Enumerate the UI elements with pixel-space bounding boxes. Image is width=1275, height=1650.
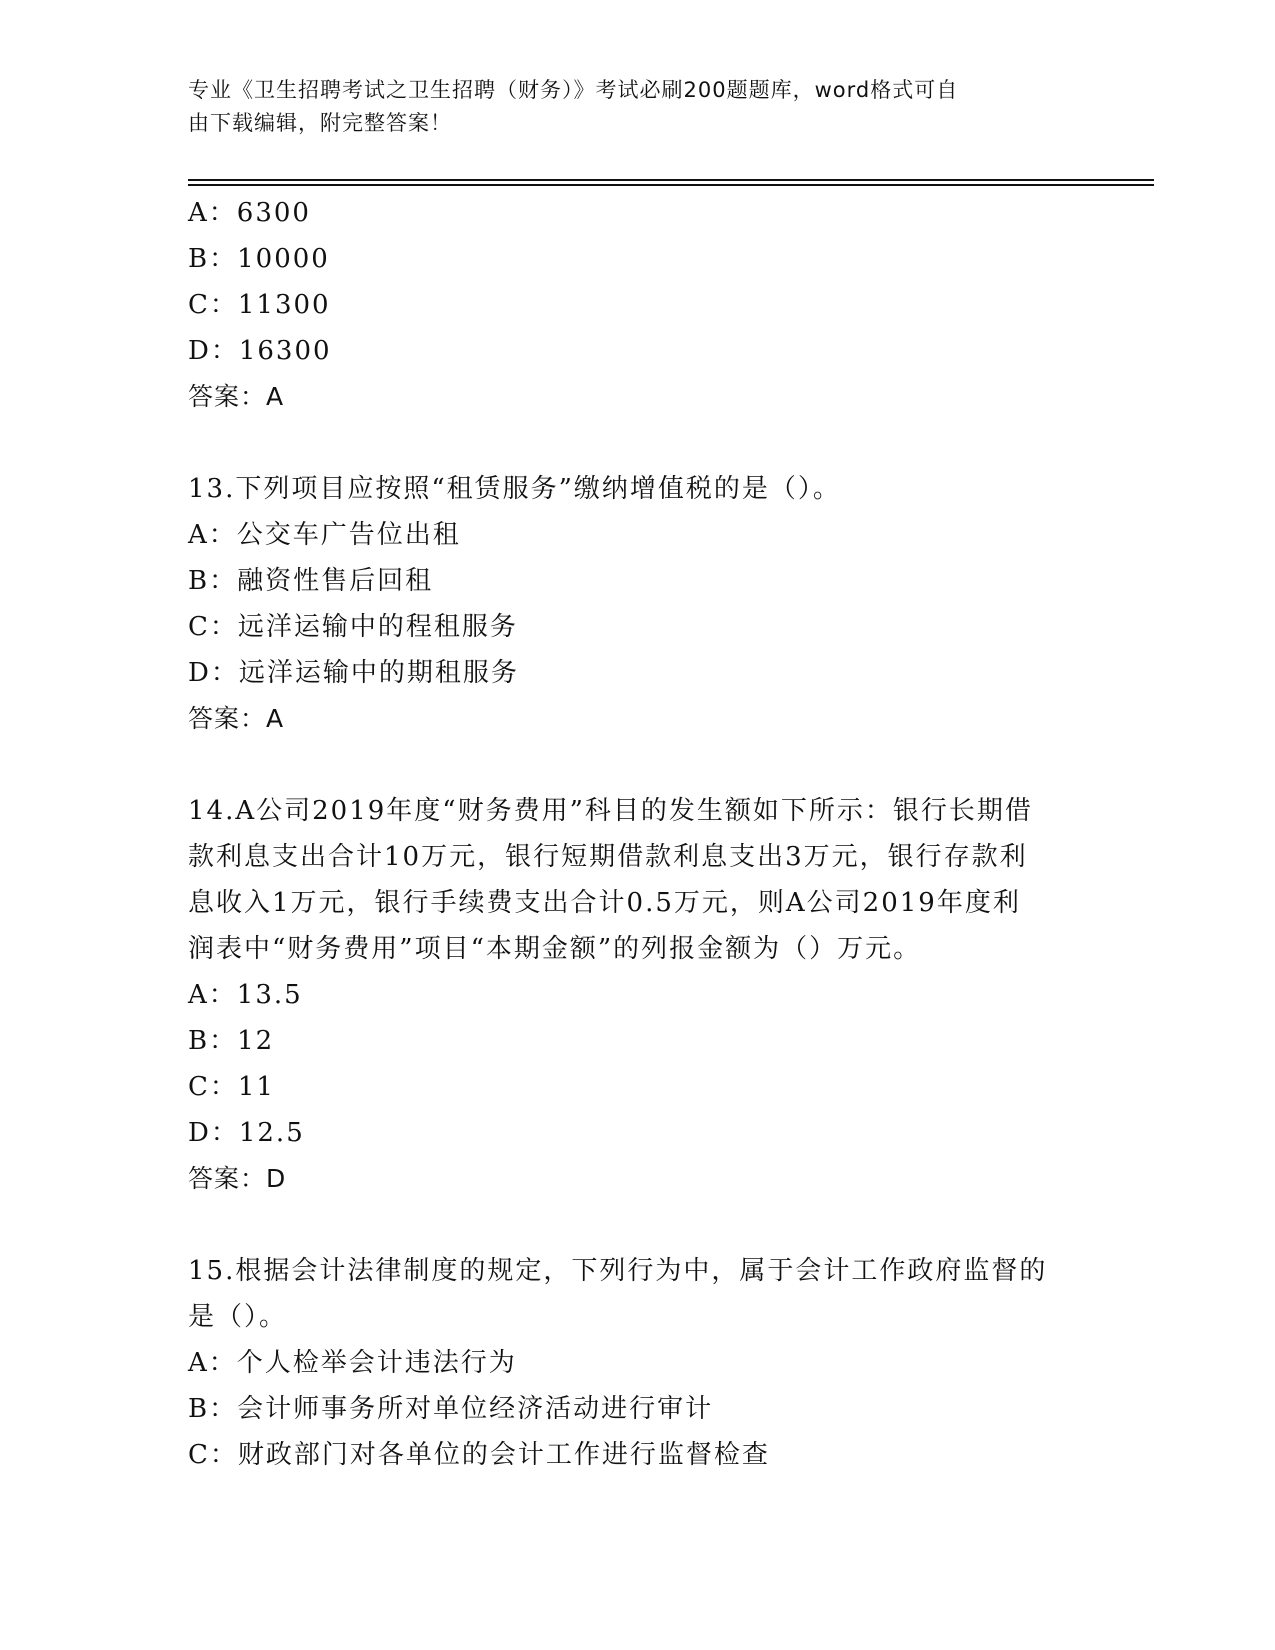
answer: 答案：D <box>188 1164 287 1193</box>
option-a: A：公交车广告位出租 <box>188 520 461 550</box>
answer: 答案：A <box>188 704 285 733</box>
option-c: C：财政部门对各单位的会计工作进行监督检查 <box>188 1440 770 1470</box>
question-stem-line: 润表中“财务费用”项目“本期金额”的列报金额为（）万元。 <box>188 934 922 964</box>
header-divider-bottom <box>188 184 1154 186</box>
answer: 答案：A <box>188 382 285 411</box>
header-line-2: 由下载编辑，附完整答案！ <box>188 111 452 135</box>
option-a: A：6300 <box>188 198 311 228</box>
header-divider-top <box>188 179 1154 181</box>
question-15 <box>188 1248 1088 1478</box>
option-b: B：会计师事务所对单位经济活动进行审计 <box>188 1394 714 1424</box>
question-stem-line: 15.根据会计法律制度的规定，下列行为中，属于会计工作政府监督的 <box>188 1256 1048 1286</box>
option-d: D：16300 <box>188 336 332 366</box>
option-c: C：11300 <box>188 290 331 320</box>
option-d: D：12.5 <box>188 1118 305 1148</box>
header-line-1: 专业《卫生招聘考试之卫生招聘（财务）》考试必刷200题题库，word格式可自 <box>188 78 959 102</box>
document-header <box>188 74 1078 140</box>
option-b: B：10000 <box>188 244 330 274</box>
question-14 <box>188 788 1088 1202</box>
question-13 <box>188 466 1088 742</box>
question-stem-line: 13.下列项目应按照“租赁服务”缴纳增值税的是（）。 <box>188 474 841 504</box>
option-b: B：12 <box>188 1026 275 1056</box>
option-a: A：个人检举会计违法行为 <box>188 1348 517 1378</box>
option-d: D：远洋运输中的期租服务 <box>188 658 519 688</box>
question-content <box>188 190 1088 1478</box>
option-b: B：融资性售后回租 <box>188 566 434 596</box>
question-stem-line: 款利息支出合计10万元，银行短期借款利息支出3万元，银行存款利 <box>188 842 1028 872</box>
question-stem-line: 息收入1万元，银行手续费支出合计0.5万元，则A公司2019年度利 <box>188 888 1021 918</box>
option-a: A：13.5 <box>188 980 303 1010</box>
question-12 <box>188 190 1088 420</box>
option-c: C：11 <box>188 1072 275 1102</box>
option-c: C：远洋运输中的程租服务 <box>188 612 518 642</box>
question-stem-line: 是（）。 <box>188 1302 288 1332</box>
question-stem-line: 14.A公司2019年度“财务费用”科目的发生额如下所示：银行长期借 <box>188 796 1033 826</box>
